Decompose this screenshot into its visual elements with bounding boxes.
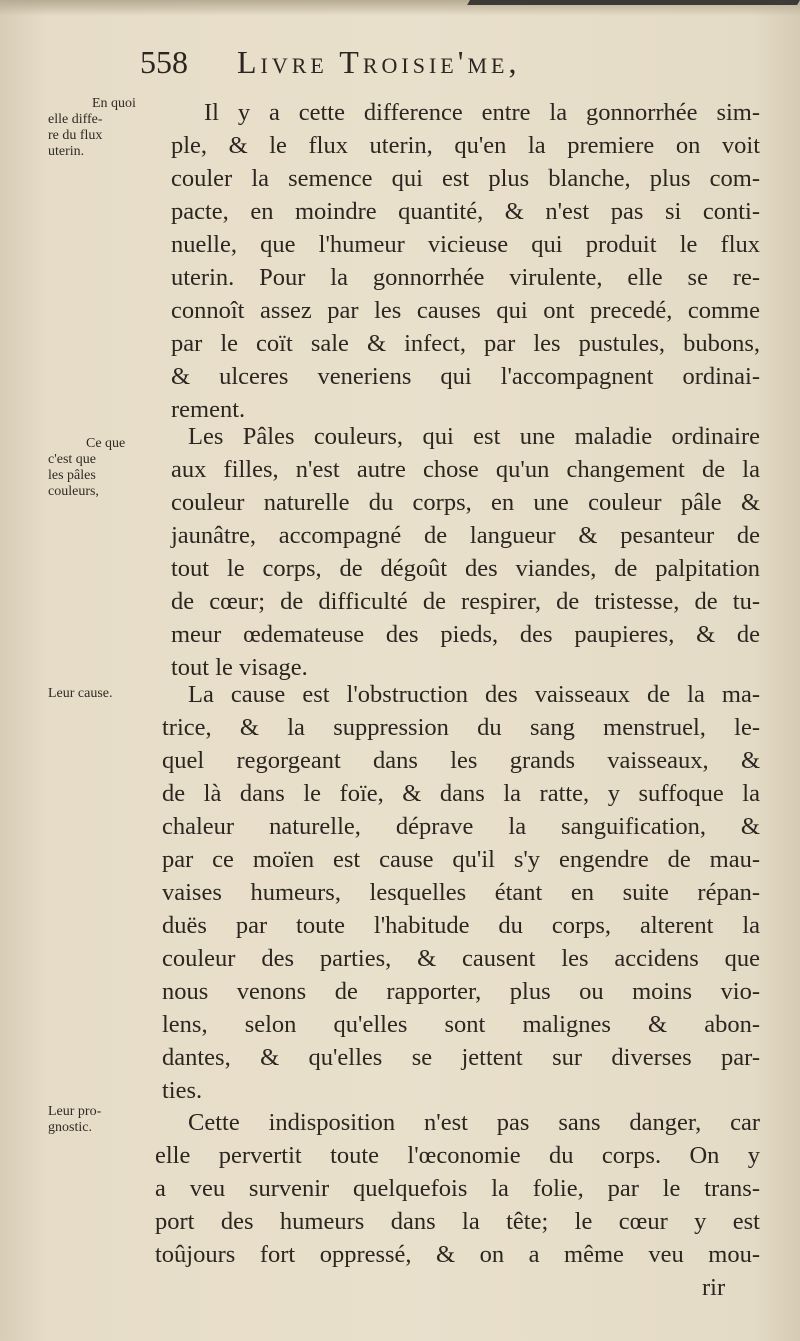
text-line-content: a veu survenir quelquefois la folie, par le trans- [155,1175,760,1202]
margin-note-line: couleurs, [48,484,99,499]
text-line [0,812,800,842]
text-line [0,878,800,908]
text-line-content: uterin. Pour la gonnorrhée virulente, elle se re- [171,264,760,291]
text-line-content: Il y a cette difference entre la gonnorrhée sim- [204,99,760,126]
text-line [0,653,800,683]
text-line-content: duës par toute l'habitude du corps, alterent la [162,912,760,939]
text-line [0,713,800,743]
text-line [0,455,800,485]
text-line-content: lens, selon qu'elles sont malignes & abon- [162,1011,760,1038]
text-line [0,422,800,452]
text-line-content: dantes, & qu'elles se jettent sur diverses par- [162,1044,760,1071]
text-line-content: port des humeurs dans la tête; le cœur y est [155,1208,760,1235]
running-title: Livre Troisie'me, [237,44,521,80]
margin-note-line: Ce que [86,436,126,451]
margin-note-line: gnostic. [48,1120,92,1135]
text-line-content: pacte, en moindre quantité, & n'est pas si conti- [171,198,760,225]
text-line-content: couler la semence qui est plus blanche, plus com- [171,165,760,192]
text-line [0,1010,800,1040]
text-line [0,587,800,617]
text-line-content: trice, & la suppression du sang menstruel, le- [162,714,760,741]
text-line-content: ple, & le flux uterin, qu'en la premiere on voit [171,132,760,159]
text-line-content: meur œdemateuse des pieds, des paupieres, & de [171,621,760,648]
text-line [0,779,800,809]
margin-note-line: les pâles [48,468,96,483]
text-line [0,1076,800,1106]
text-line [0,1240,800,1270]
text-line-content: jaunâtre, accompagné de langueur & pesanteur de [171,522,760,549]
text-line [0,296,800,326]
page-number: 558 [140,44,188,80]
text-line-content: rement. [171,396,246,423]
text-line-content: ties. [162,1077,203,1104]
text-line [0,197,800,227]
margin-note-line: uterin. [48,144,85,159]
text-line [0,164,800,194]
text-line-content: Les Pâles couleurs, qui est une maladie ordinaire [188,423,760,450]
next-page-edge [467,0,800,5]
text-line [0,521,800,551]
text-line [0,395,800,425]
text-line [0,1207,800,1237]
text-line-content: rir [702,1274,726,1301]
margin-note-line: elle diffe- [48,112,103,127]
running-header [140,44,700,81]
margin-note-line: re du flux [48,128,103,143]
text-line [0,554,800,584]
text-line [0,1108,800,1138]
text-line-content: nuelle, que l'humeur vicieuse qui produit le flux [171,231,760,258]
text-line-content: quel regorgeant dans les grands vaisseaux, & [162,747,760,774]
text-line [0,1273,800,1303]
text-line [0,746,800,776]
margin-note-line: En quoi [92,96,136,111]
text-line [0,98,800,128]
text-line-content: aux filles, n'est autre chose qu'un changement de la [171,456,760,483]
text-line [0,488,800,518]
margin-note-line: Leur pro- [48,1104,102,1119]
text-line-content: couleur naturelle du corps, en une couleur pâle & [171,489,760,516]
text-line-content: par ce moïen est cause qu'il s'y engendre de mau- [162,846,760,873]
text-line-content: toûjours fort oppressé, & on a même veu mou- [155,1241,760,1268]
text-line-content: de là dans le foïe, & dans la ratte, y suffoque la [162,780,760,807]
margin-note-line: Leur cause. [48,686,113,701]
text-line [0,911,800,941]
text-line-content: couleur des parties, & causent les accidens que [162,945,760,972]
text-line-content: par le coït sale & infect, par les pustules, bubons, [171,330,760,357]
text-line-content: nous venons de rapporter, plus ou moins vio- [162,978,760,1005]
text-line-content: tout le corps, de dégoût des viandes, de palpitation [171,555,760,582]
text-line-content: La cause est l'obstruction des vaisseaux de la ma- [188,681,760,708]
text-line-content: tout le visage. [171,654,308,681]
text-line-content: chaleur naturelle, déprave la sanguification, & [162,813,760,840]
text-line [0,977,800,1007]
text-line-content: Cette indisposition n'est pas sans danger, car [188,1109,760,1136]
text-line [0,329,800,359]
text-line [0,362,800,392]
text-line-content: elle pervertit toute l'œconomie du corps. On y [155,1142,760,1169]
text-line [0,845,800,875]
margin-note-line: c'est que [48,452,97,467]
text-line-content: vaises humeurs, lesquelles étant en suite répan- [162,879,760,906]
text-line [0,680,800,710]
text-line-content: connoît assez par les causes qui ont precedé, comme [171,297,760,324]
text-line [0,263,800,293]
text-line-content: & ulceres veneriens qui l'accompagnent ordinai- [171,363,760,390]
text-line [0,1141,800,1171]
text-line [0,944,800,974]
text-line-content: de cœur; de difficulté de respirer, de tristesse, de tu- [171,588,760,615]
text-line [0,131,800,161]
text-line [0,1043,800,1073]
text-line [0,230,800,260]
text-line [0,620,800,650]
text-line [0,1174,800,1204]
